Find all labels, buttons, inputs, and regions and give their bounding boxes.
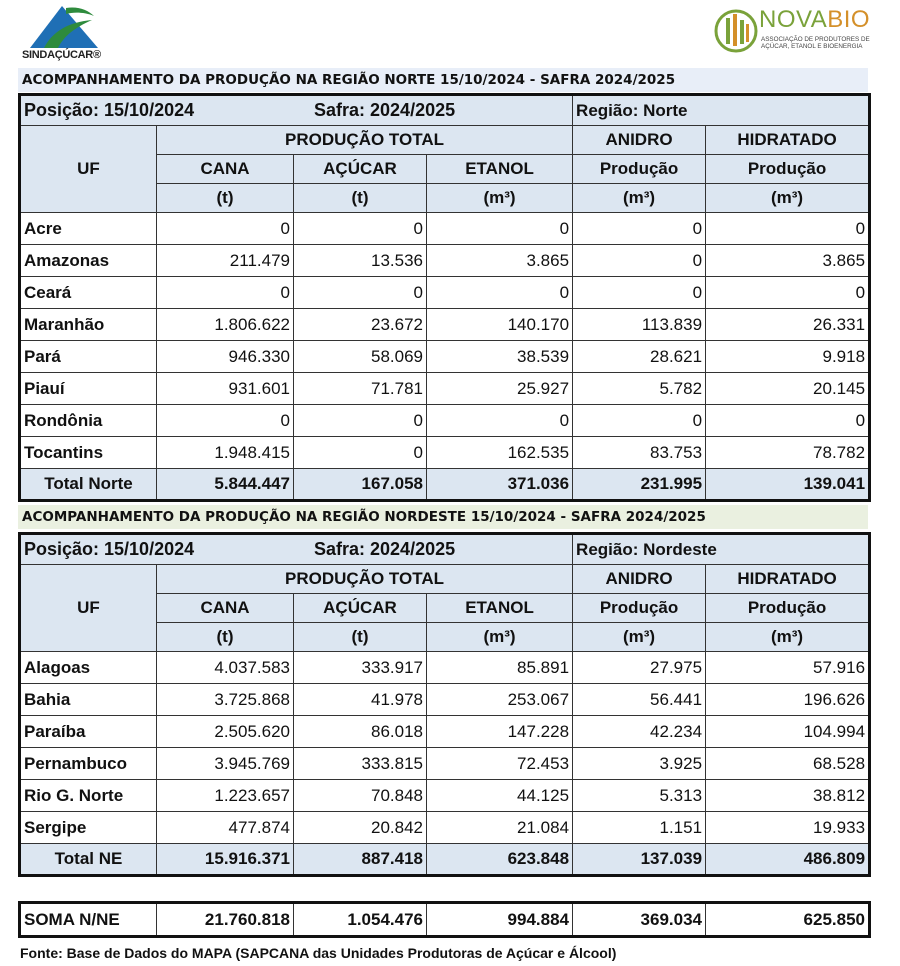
- norte-total-acucar: 167.058: [294, 469, 427, 501]
- hidratado-cell: 78.782: [706, 437, 870, 469]
- hidratado-cell: 26.331: [706, 309, 870, 341]
- sindacucar-logo: [22, 2, 112, 64]
- cana-cell: 2.505.620: [157, 716, 294, 748]
- table-row: [20, 405, 870, 437]
- etanol-cell: 147.228: [427, 716, 573, 748]
- source-footnote: Fonte: Base de Dados do MAPA (SAPCANA das Unidades Produtoras de Açúcar e Álcool): [20, 945, 617, 961]
- nordeste-total-acucar: 887.418: [294, 844, 427, 876]
- hidratado-cell: 68.528: [706, 748, 870, 780]
- uf-cell: Paraíba: [20, 716, 157, 748]
- anidro-cell: 3.925: [573, 748, 706, 780]
- soma-label: SOMA N/NE: [20, 903, 157, 937]
- nordeste-total-etanol: 623.848: [427, 844, 573, 876]
- etanol-cell: 72.453: [427, 748, 573, 780]
- uf-cell: Rondônia: [20, 405, 157, 437]
- cana-cell: 0: [157, 277, 294, 309]
- nordeste-acucar-unit: (t): [294, 623, 427, 652]
- acucar-cell: 41.978: [294, 684, 427, 716]
- nordeste-table: [18, 532, 871, 877]
- table-row: [20, 437, 870, 469]
- hidratado-cell: 0: [706, 277, 870, 309]
- sindacucar-emblem-icon: [22, 2, 112, 52]
- anidro-cell: 83.753: [573, 437, 706, 469]
- anidro-cell: 56.441: [573, 684, 706, 716]
- uf-cell: Pará: [20, 341, 157, 373]
- table-row: [20, 341, 870, 373]
- nordeste-anidro-unit: (m³): [573, 623, 706, 652]
- anidro-cell: 0: [573, 277, 706, 309]
- table-row: [20, 780, 870, 812]
- uf-cell: Amazonas: [20, 245, 157, 277]
- uf-cell: Sergipe: [20, 812, 157, 844]
- novabio-name: NOVABIO: [759, 6, 871, 33]
- cana-cell: 3.945.769: [157, 748, 294, 780]
- acucar-cell: 23.672: [294, 309, 427, 341]
- nordeste-anidro-producao-header: Produção: [573, 594, 706, 623]
- norte-total-row: [20, 469, 870, 501]
- norte-hidratado-unit: (m³): [706, 184, 870, 213]
- nordeste-etanol-header: ETANOL: [427, 594, 573, 623]
- anidro-cell: 1.151: [573, 812, 706, 844]
- etanol-cell: 44.125: [427, 780, 573, 812]
- uf-cell: Tocantins: [20, 437, 157, 469]
- anidro-cell: 42.234: [573, 716, 706, 748]
- norte-total-cana: 5.844.447: [157, 469, 294, 501]
- acucar-cell: 333.917: [294, 652, 427, 684]
- nordeste-cana-header: CANA: [157, 594, 294, 623]
- nordeste-total-row: [20, 844, 870, 876]
- acucar-cell: 86.018: [294, 716, 427, 748]
- norte-total-hidratado: 139.041: [706, 469, 870, 501]
- norte-posicao: Posição: 15/10/2024: [24, 100, 195, 120]
- nordeste-hidratado-unit: (m³): [706, 623, 870, 652]
- cana-cell: 931.601: [157, 373, 294, 405]
- table-row: [20, 245, 870, 277]
- hidratado-cell: 38.812: [706, 780, 870, 812]
- table-row: [20, 309, 870, 341]
- table-row: [20, 277, 870, 309]
- anidro-cell: 0: [573, 405, 706, 437]
- etanol-cell: 38.539: [427, 341, 573, 373]
- anidro-cell: 0: [573, 245, 706, 277]
- norte-etanol-header: ETANOL: [427, 155, 573, 184]
- nordeste-rows: [20, 652, 870, 844]
- anidro-cell: 113.839: [573, 309, 706, 341]
- nordeste-safra: Safra: 2024/2025: [314, 539, 456, 559]
- hidratado-cell: 3.865: [706, 245, 870, 277]
- novabio-subtitle: ASSOCIAÇÃO DE PRODUTORES DE AÇÚCAR, ETANOL E BIOENERGIA: [761, 36, 870, 50]
- norte-position-cell: [20, 95, 573, 126]
- table-row: [20, 684, 870, 716]
- norte-cana-header: CANA: [157, 155, 294, 184]
- etanol-cell: 0: [427, 277, 573, 309]
- norte-anidro-producao-header: Produção: [573, 155, 706, 184]
- anidro-cell: 5.313: [573, 780, 706, 812]
- nordeste-position-row: [20, 534, 870, 565]
- anidro-cell: 27.975: [573, 652, 706, 684]
- norte-position-row: [20, 95, 870, 126]
- norte-hidratado-producao-header: Produção: [706, 155, 870, 184]
- cana-cell: 0: [157, 213, 294, 245]
- norte-section-title: ACOMPANHAMENTO DA PRODUÇÃO NA REGIÃO NORTE 15/10/2024 - SAFRA 2024/2025: [18, 68, 868, 92]
- cana-cell: 1.948.415: [157, 437, 294, 469]
- nordeste-producao-total-header: PRODUÇÃO TOTAL: [157, 565, 573, 594]
- nordeste-cana-unit: (t): [157, 623, 294, 652]
- uf-cell: Piauí: [20, 373, 157, 405]
- uf-cell: Acre: [20, 213, 157, 245]
- nordeste-total-label: Total NE: [20, 844, 157, 876]
- anidro-cell: 28.621: [573, 341, 706, 373]
- nordeste-hidratado-producao-header: Produção: [706, 594, 870, 623]
- norte-uf-header: UF: [20, 126, 157, 213]
- etanol-cell: 85.891: [427, 652, 573, 684]
- norte-total-label: Total Norte: [20, 469, 157, 501]
- novabio-emblem-icon: [714, 6, 758, 56]
- acucar-cell: 333.815: [294, 748, 427, 780]
- table-row: [20, 748, 870, 780]
- norte-hidratado-header: HIDRATADO: [706, 126, 870, 155]
- uf-cell: Rio G. Norte: [20, 780, 157, 812]
- acucar-cell: 0: [294, 405, 427, 437]
- anidro-cell: 0: [573, 213, 706, 245]
- acucar-cell: 0: [294, 437, 427, 469]
- cana-cell: 1.806.622: [157, 309, 294, 341]
- hidratado-cell: 57.916: [706, 652, 870, 684]
- nordeste-header-row-1: [20, 565, 870, 594]
- table-row: [20, 213, 870, 245]
- norte-anidro-unit: (m³): [573, 184, 706, 213]
- norte-regiao: Região: Norte: [573, 95, 870, 126]
- norte-rows: [20, 213, 870, 469]
- acucar-cell: 58.069: [294, 341, 427, 373]
- hidratado-cell: 104.994: [706, 716, 870, 748]
- norte-cana-unit: (t): [157, 184, 294, 213]
- soma-acucar: 1.054.476: [294, 903, 427, 937]
- etanol-cell: 21.084: [427, 812, 573, 844]
- nordeste-etanol-unit: (m³): [427, 623, 573, 652]
- table-row: [20, 812, 870, 844]
- cana-cell: 3.725.868: [157, 684, 294, 716]
- hidratado-cell: 20.145: [706, 373, 870, 405]
- acucar-cell: 0: [294, 213, 427, 245]
- uf-cell: Bahia: [20, 684, 157, 716]
- cana-cell: 946.330: [157, 341, 294, 373]
- nordeste-total-hidratado: 486.809: [706, 844, 870, 876]
- norte-acucar-header: AÇÚCAR: [294, 155, 427, 184]
- acucar-cell: 70.848: [294, 780, 427, 812]
- table-row: [20, 373, 870, 405]
- etanol-cell: 253.067: [427, 684, 573, 716]
- norte-etanol-unit: (m³): [427, 184, 573, 213]
- hidratado-cell: 196.626: [706, 684, 870, 716]
- nordeste-section-title: ACOMPANHAMENTO DA PRODUÇÃO NA REGIÃO NORDESTE 15/10/2024 - SAFRA 2024/2025: [18, 505, 868, 529]
- uf-cell: Alagoas: [20, 652, 157, 684]
- nordeste-acucar-header: AÇÚCAR: [294, 594, 427, 623]
- norte-total-anidro: 231.995: [573, 469, 706, 501]
- uf-cell: Maranhão: [20, 309, 157, 341]
- nordeste-regiao: Região: Nordeste: [573, 534, 870, 565]
- norte-acucar-unit: (t): [294, 184, 427, 213]
- norte-anidro-header: ANIDRO: [573, 126, 706, 155]
- etanol-cell: 3.865: [427, 245, 573, 277]
- hidratado-cell: 0: [706, 405, 870, 437]
- soma-etanol: 994.884: [427, 903, 573, 937]
- table-row: [20, 716, 870, 748]
- etanol-cell: 162.535: [427, 437, 573, 469]
- table-row: [20, 652, 870, 684]
- soma-table: [18, 901, 871, 938]
- nordeste-anidro-header: ANIDRO: [573, 565, 706, 594]
- anidro-cell: 5.782: [573, 373, 706, 405]
- cana-cell: 1.223.657: [157, 780, 294, 812]
- novabio-logo: [714, 4, 884, 62]
- uf-cell: Ceará: [20, 277, 157, 309]
- etanol-cell: 25.927: [427, 373, 573, 405]
- cana-cell: 477.874: [157, 812, 294, 844]
- acucar-cell: 71.781: [294, 373, 427, 405]
- norte-producao-total-header: PRODUÇÃO TOTAL: [157, 126, 573, 155]
- acucar-cell: 13.536: [294, 245, 427, 277]
- nordeste-total-cana: 15.916.371: [157, 844, 294, 876]
- hidratado-cell: 19.933: [706, 812, 870, 844]
- hidratado-cell: 0: [706, 213, 870, 245]
- etanol-cell: 0: [427, 405, 573, 437]
- soma-cana: 21.760.818: [157, 903, 294, 937]
- acucar-cell: 20.842: [294, 812, 427, 844]
- norte-header-row-1: [20, 126, 870, 155]
- norte-safra: Safra: 2024/2025: [314, 100, 456, 120]
- nordeste-hidratado-header: HIDRATADO: [706, 565, 870, 594]
- etanol-cell: 140.170: [427, 309, 573, 341]
- cana-cell: 4.037.583: [157, 652, 294, 684]
- nordeste-total-anidro: 137.039: [573, 844, 706, 876]
- sindacucar-brand-text: SINDAÇÚCAR®: [22, 49, 101, 61]
- nordeste-uf-header: UF: [20, 565, 157, 652]
- uf-cell: Pernambuco: [20, 748, 157, 780]
- soma-row: [20, 903, 870, 937]
- cana-cell: 0: [157, 405, 294, 437]
- etanol-cell: 0: [427, 213, 573, 245]
- hidratado-cell: 9.918: [706, 341, 870, 373]
- soma-anidro: 369.034: [573, 903, 706, 937]
- norte-total-etanol: 371.036: [427, 469, 573, 501]
- norte-table: [18, 93, 871, 502]
- soma-hidratado: 625.850: [706, 903, 870, 937]
- nordeste-position-cell: [20, 534, 573, 565]
- cana-cell: 211.479: [157, 245, 294, 277]
- acucar-cell: 0: [294, 277, 427, 309]
- nordeste-posicao: Posição: 15/10/2024: [24, 539, 195, 559]
